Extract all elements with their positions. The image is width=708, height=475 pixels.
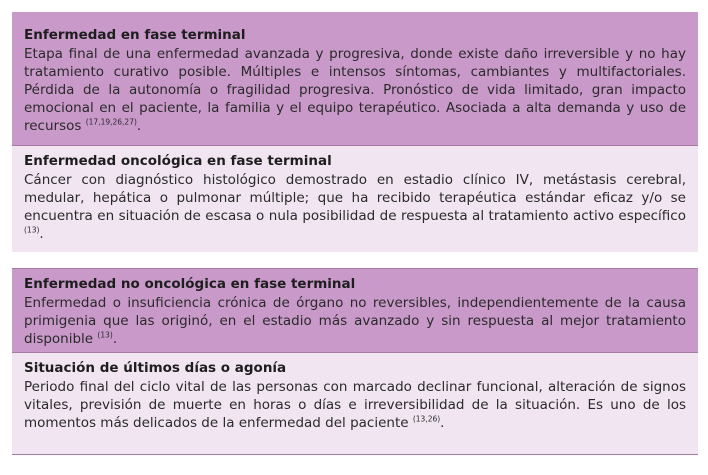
definition-terminal-disease [12,12,698,146]
definition-text [24,378,686,432]
definition-last-days [12,353,698,455]
definition-body: Etapa final de una enfermedad avanzada y progresiva, donde existe daño irreversible y no hay tratamiento curativo posible. Múltiples e intensos síntomas, cambiantes y multifactoriales. Pérdida de la autonomía o fragilidad progresiva. Pronóstico de vida limitado, gran impacto emocional en el paciente, la familia y el equipo terapéutico. Asociada a alta demanda y uso de recursos [24,46,686,134]
definition-text [24,45,686,135]
definition-end: . [440,415,445,431]
definition-body: Enfermedad o insuficiencia crónica de órgano no reversibles, independientemente de la causa primigenia que las originó, en el estadio más avanzado y sin respuesta al mejor tratamiento disponible [24,295,686,347]
definition-non-oncologic-terminal [12,269,698,353]
definition-oncologic-terminal [12,146,698,252]
definition-text [24,171,686,243]
definition-title: Enfermedad en fase terminal [24,27,246,43]
definition-title: Enfermedad no oncológica en fase terminal [24,276,356,292]
definition-body: Cáncer con diagnóstico histológico demostrado en estadio clínico IV, metástasis cerebral, medular, hepática o pulmonar múltiple; que ha recibido terapéutica estándar eficaz y/o se encuentra en situación de escasa o nula posibilidad de respuesta al tratamiento activo específico [24,172,686,224]
definitions-table [12,12,698,455]
definition-end: . [39,226,44,242]
definition-title: Situación de últimos días o agonía [24,360,287,376]
definition-title: Enfermedad oncológica en fase terminal [24,153,332,169]
reference-marker: (17,19,26,27) [85,117,137,127]
reference-marker: (13) [97,330,113,340]
definition-body: Periodo final del ciclo vital de las personas con marcado declinar funcional, alteración de signos vitales, previsión de muerte en horas o días e irreversibilidad de la situación. Es uno de los momentos más delicados de la enfermedad del paciente [24,379,686,431]
reference-marker: (13) [24,225,40,235]
definition-end: . [136,118,142,134]
reference-marker: (13,26) [412,414,441,424]
section-gap [12,252,698,269]
definition-end: . [112,331,118,347]
definition-text [24,294,686,348]
